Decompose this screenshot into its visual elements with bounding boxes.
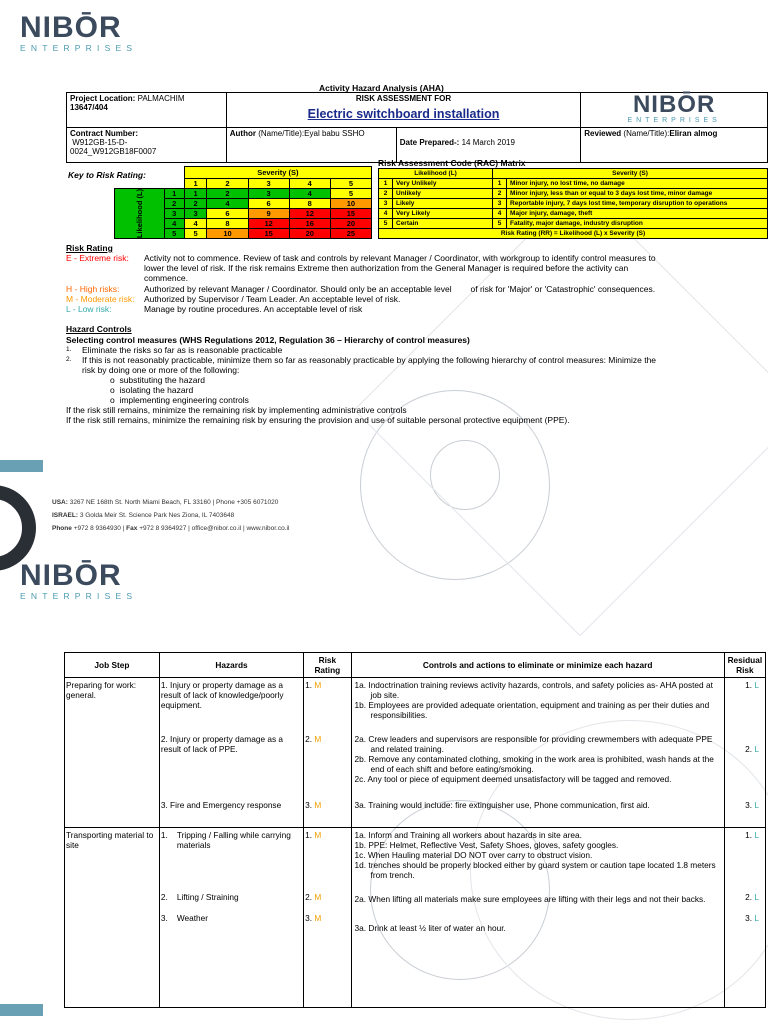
rac-l-num: 3 xyxy=(379,199,393,209)
moderate-text: Authorized by Supervisor / Team Leader. An acceptable level of risk. xyxy=(144,294,401,304)
job-step: Transporting material to site xyxy=(65,828,160,1008)
date-value: 14 March 2019 xyxy=(461,138,515,147)
residual-level: L xyxy=(754,830,759,840)
hazard-num: 2. xyxy=(160,892,168,902)
contract-label: Contract Number: xyxy=(70,129,139,138)
matrix-cell: 8 xyxy=(207,219,248,229)
likelihood-header xyxy=(114,189,164,239)
hazard-item: Weather xyxy=(176,913,209,923)
col-hazards: Hazards xyxy=(159,653,303,678)
residual-num: 3. xyxy=(745,913,753,923)
phone-value: +972 8 9364930 | xyxy=(73,525,125,532)
risk-rating-section xyxy=(66,243,756,314)
control-item: 1b. PPE: Helmet, Reflective Vest, Safety Shoes, gloves, safety googles. xyxy=(354,840,619,850)
bullet-isolate: isolating the hazard xyxy=(119,385,194,395)
aha-heading: Activity Hazard Analysis (AHA) xyxy=(319,83,444,93)
logo-subtitle: ENTERPRISES xyxy=(20,591,138,601)
control-item-1: Eliminate the risks so far as is reasonable practicable xyxy=(82,345,283,355)
author-value: Eyal babu SSHO xyxy=(304,129,365,138)
matrix-cell: 12 xyxy=(248,219,289,229)
residual-level: L xyxy=(754,892,759,902)
hazard-controls-section: Hazard Controls Selecting control measures (WHS Regulations 2012, Regulation 36 – Hierarchy of control measures) 1. Eliminate the risks so far as is reasonable practicable 2. If this is not reasonably practicable, minimize them so far as reasonably practicable by applying the following hierarchy of control measures: Minimize the risk by doing one or more of the following: o substituting the hazard o isolating the hazard o implementing engineering controls If the risk still remains, minimize the remaining risk by implementing administrative controls If the risk still remains, minimize the remaining risk by ensuring the provision and use of suitable personal protective equipment (PPE). xyxy=(66,324,756,425)
risk-num: 2. xyxy=(305,734,313,744)
ra-title: Electric switchboard installation xyxy=(307,107,500,121)
control-item: 1c. When Hauling material DO NOT over carry to obstruct vision. xyxy=(354,850,593,860)
matrix-cell: 5 xyxy=(330,189,371,199)
matrix-cell: 25 xyxy=(330,229,371,239)
risk-num: 3. xyxy=(305,800,313,810)
matrix-cell: 1 xyxy=(184,189,207,199)
rac-s-text: Fatality, major damage, industry disruption xyxy=(507,219,768,229)
matrix-cell: 20 xyxy=(330,219,371,229)
contract-value-2: 0024_W912GB18F0007 xyxy=(70,147,157,156)
control-item: 3a. Drink at least ½ liter of water an hour. xyxy=(354,923,506,933)
risk-num: 1. xyxy=(305,830,313,840)
header-table xyxy=(66,92,768,163)
header-logo-subtitle: ENTERPRISES xyxy=(627,117,721,124)
rac-s-num: 1 xyxy=(493,179,507,189)
control-paragraph-1: If the risk still remains, minimize the remaining risk by implementing administrative controls xyxy=(66,405,407,415)
logo-wordmark: NIBŌR xyxy=(20,11,122,44)
matrix-row-label: 1 xyxy=(164,189,184,199)
rac-s-num: 2 xyxy=(493,189,507,199)
rac-l-text: Very Likely xyxy=(393,209,493,219)
risk-level: M xyxy=(314,830,322,840)
control-item: 2c. Any tool or piece of equipment deemed unsatisfactory will be tagged and removed. xyxy=(354,774,672,784)
matrix-col: 2 xyxy=(207,179,248,189)
hazard-num: 1. xyxy=(160,830,168,840)
residual-level: L xyxy=(754,744,759,754)
residual-level: L xyxy=(754,800,759,810)
matrix-cell: 9 xyxy=(248,209,289,219)
israel-address: 3 Golda Meir St. Science Park Nes Ziona, IL 7403648 xyxy=(79,512,235,519)
author-label: Author xyxy=(229,129,256,138)
job-step: Preparing for work: general. xyxy=(65,678,160,828)
matrix-cell: 8 xyxy=(289,199,330,209)
rac-s-head: Severity (S) xyxy=(493,169,768,179)
rac-s-num: 5 xyxy=(493,219,507,229)
risk-matrix xyxy=(66,166,372,239)
rac-s-num: 3 xyxy=(493,199,507,209)
residual-level: L xyxy=(754,680,759,690)
low-text: Manage by routine procedures. An acceptable level of risk xyxy=(144,304,363,314)
risk-level: M xyxy=(314,913,322,923)
control-item: 3a. Training would include: fire extinguisher use, Phone communication, first aid. xyxy=(354,800,650,810)
rac-l-num: 5 xyxy=(379,219,393,229)
likelihood-label: Likelihood (L) xyxy=(134,188,144,239)
rac-s-text: Minor injury, no lost time, no damage xyxy=(507,179,768,189)
project-value: PALMACHIM xyxy=(137,94,185,103)
col-controls: Controls and actions to eliminate or minimize each hazard xyxy=(351,653,724,678)
col-risk-rating xyxy=(304,653,351,678)
bullet-substitute: substituting the hazard xyxy=(119,375,205,385)
rating-title: Risk Rating xyxy=(66,243,113,253)
hazard-item: Tripping / Falling while carrying materials xyxy=(176,830,291,850)
extreme-text: lower the level of risk. If the risk remains Extreme then authorization from the General Manager is required before the activity can xyxy=(144,263,629,273)
matrix-cell: 10 xyxy=(207,229,248,239)
reviewed-value: Eliran almog xyxy=(669,129,718,138)
item-number: 1. xyxy=(66,346,72,353)
matrix-cell: 3 xyxy=(248,189,289,199)
residual-num: 1. xyxy=(745,680,753,690)
control-item: 2a. When lifting all materials make sure employees are lifting with their legs and not their backs. xyxy=(354,894,706,904)
low-label: L - Low risk: xyxy=(66,304,112,314)
rac-l-head: Likelihood (L) xyxy=(379,169,493,179)
hazard-item: 1. Injury or property damage as a result of lack of knowledge/poorly equipment. xyxy=(160,680,284,710)
residual-num: 2. xyxy=(745,892,753,902)
matrix-cell: 6 xyxy=(248,199,289,209)
moderate-label: M - Moderate risk: xyxy=(66,294,135,304)
fax-label: Fax xyxy=(126,525,138,532)
footer-accent-bar xyxy=(0,460,43,472)
rac-s-text: Reportable injury, 7 days lost time, temporary disruption to operations xyxy=(507,199,768,209)
matrix-cell: 20 xyxy=(289,229,330,239)
logo-wordmark: NIBŌR xyxy=(20,559,122,592)
fax-value: +972 8 9364927 | office@nibor.co.il | www.nibor.co.il xyxy=(139,525,290,532)
matrix-cell: 12 xyxy=(289,209,330,219)
rac-l-text: Unlikely xyxy=(393,189,493,199)
hazard-table xyxy=(64,652,766,1008)
risk-level: M xyxy=(314,680,322,690)
matrix-cell: 4 xyxy=(289,189,330,199)
rac-formula: Risk Rating (RR) = Likelihood (L) x Severity (S) xyxy=(379,229,768,239)
matrix-col: 1 xyxy=(184,179,207,189)
matrix-row-label: 2 xyxy=(164,199,184,209)
residual-head-1: Residual xyxy=(727,655,763,665)
date-label: Date Prepared-: xyxy=(399,138,460,147)
item-number: 2. xyxy=(66,356,72,363)
bullet-engineering: implementing engineering controls xyxy=(119,395,249,405)
matrix-cell: 5 xyxy=(184,229,207,239)
residual-head-2: Risk xyxy=(736,665,754,675)
hazard-item: 3. Fire and Emergency response xyxy=(160,800,282,810)
rac-l-num: 2 xyxy=(379,189,393,199)
extreme-label: E - Extreme risk: xyxy=(66,253,129,263)
phone-label: Phone xyxy=(52,525,72,532)
matrix-col: 4 xyxy=(289,179,330,189)
extreme-text: Activity not to commence. Review of task and controls by relevant Manager / Coordinator, with workgroup to identify control measures to xyxy=(144,253,656,263)
risk-num: 2. xyxy=(305,892,313,902)
matrix-col: 5 xyxy=(330,179,371,189)
project-label: Project Location: xyxy=(70,94,136,103)
key-title: Key to Risk Rating: xyxy=(68,170,146,180)
rac-s-text: Major injury, damage, theft xyxy=(507,209,768,219)
rac-title: Risk Assessment Code (RAC) Matrix xyxy=(378,158,526,168)
risk-num: 3. xyxy=(305,913,313,923)
hazard-item: 2. Injury or property damage as a result of lack of PPE. xyxy=(160,734,284,754)
footer-accent-bar-page2 xyxy=(0,1004,43,1016)
extreme-text: commence. xyxy=(144,273,188,283)
company-logo-page2 xyxy=(20,561,137,601)
israel-label: ISRAEL: xyxy=(52,512,78,519)
residual-num: 2. xyxy=(745,744,753,754)
high-label: H - High risks: xyxy=(66,284,120,294)
control-item: 2b. Remove any contaminated clothing, smoking in the work area is prohibited, wash hands at the end of each shift and before eating/smoking. xyxy=(354,754,714,774)
col-residual xyxy=(724,653,765,678)
rac-l-text: Likely xyxy=(393,199,493,209)
controls-subtitle: Selecting control measures (WHS Regulations 2012, Regulation 36 – Hierarchy of control measures) xyxy=(66,335,470,345)
matrix-cell: 2 xyxy=(184,199,207,209)
author-note: (Name/Title): xyxy=(258,129,305,138)
control-item: 2a. Crew leaders and supervisors are responsible for providing crewmembers with adequate PPE and related training. xyxy=(354,734,713,754)
ra-for: RISK ASSESSMENT FOR xyxy=(355,94,452,103)
rac-l-num: 1 xyxy=(379,179,393,189)
matrix-row-label: 4 xyxy=(164,219,184,229)
risk-head-1: Risk xyxy=(318,655,337,665)
control-paragraph-2: If the risk still remains, minimize the remaining risk by ensuring the provision and use of suitable personal protective equipment (PPE). xyxy=(66,415,570,425)
risk-head-2: Rating xyxy=(314,665,341,675)
col-job-step: Job Step xyxy=(65,653,160,678)
matrix-spacer xyxy=(66,189,114,239)
contract-value-1: W912GB-15-D- xyxy=(72,138,128,147)
matrix-cell: 4 xyxy=(184,219,207,229)
matrix-col: 3 xyxy=(248,179,289,189)
rac-table xyxy=(378,168,768,239)
matrix-row-label: 3 xyxy=(164,209,184,219)
residual-num: 3. xyxy=(745,800,753,810)
matrix-cell: 15 xyxy=(330,209,371,219)
hazard-num: 3. xyxy=(160,913,168,923)
matrix-cell: 15 xyxy=(248,229,289,239)
reviewed-note: (Name/Title): xyxy=(623,129,670,138)
company-logo xyxy=(20,13,137,53)
rac-l-text: Very Unlikely xyxy=(393,179,493,189)
control-item: 1d. trenches should be properly blocked either by guard system or caution tape located 1.8 meters from trench. xyxy=(354,860,716,880)
control-item: 1b. Employees are provided adequate orientation, equipment and training as per their duties and responsibilities. xyxy=(354,700,710,720)
table-row xyxy=(65,678,766,828)
hazard-item: Lifting / Straining xyxy=(176,892,239,902)
project-id: 13647/404 xyxy=(70,103,108,112)
matrix-cell: 16 xyxy=(289,219,330,229)
matrix-cell: 3 xyxy=(184,209,207,219)
rac-l-num: 4 xyxy=(379,209,393,219)
residual-num: 1. xyxy=(745,830,753,840)
matrix-cell: 4 xyxy=(207,199,248,209)
header-logo-wordmark: NIBŌR xyxy=(632,91,716,118)
rac-s-text: Minor injury, less than or equal to 3 days lost time, minor damage xyxy=(507,189,768,199)
rac-l-text: Certain xyxy=(393,219,493,229)
control-item-2: If this is not reasonably practicable, minimize them so far as reasonably practicable by applying the following hierarchy of control measures: Minimize the xyxy=(82,355,657,365)
severity-header: Severity (S) xyxy=(184,167,371,179)
matrix-cell: 10 xyxy=(330,199,371,209)
control-item: 1a. Inform and Training all workers about hazards in site area. xyxy=(354,830,582,840)
matrix-cell: 6 xyxy=(207,209,248,219)
reviewed-label: Reviewed xyxy=(584,129,622,138)
header-logo xyxy=(584,91,764,126)
control-item-2b: risk by doing one or more of the following: xyxy=(82,365,240,375)
risk-num: 1. xyxy=(305,680,313,690)
footer-contact xyxy=(52,496,289,535)
logo-subtitle: ENTERPRISES xyxy=(20,43,138,53)
high-text: Authorized by relevant Manager / Coordinator. Should only be an acceptable level of risk for 'Major' or 'Catastrophic' consequences. xyxy=(144,284,656,294)
risk-level: M xyxy=(314,892,322,902)
usa-address: 3267 NE 168th St. North Miami Beach, FL 33160 | Phone +305 6071020 xyxy=(69,499,279,506)
usa-label: USA: xyxy=(52,499,68,506)
risk-level: M xyxy=(314,734,322,744)
rac-s-num: 4 xyxy=(493,209,507,219)
controls-title: Hazard Controls xyxy=(66,324,132,334)
table-row xyxy=(65,828,766,1008)
control-item: 1a. Indoctrination training reviews activity hazards, controls, and safety policies as- AHA posted at job site. xyxy=(354,680,713,700)
matrix-cell: 2 xyxy=(207,189,248,199)
residual-level: L xyxy=(754,913,759,923)
risk-level: M xyxy=(314,800,322,810)
matrix-row-label: 5 xyxy=(164,229,184,239)
